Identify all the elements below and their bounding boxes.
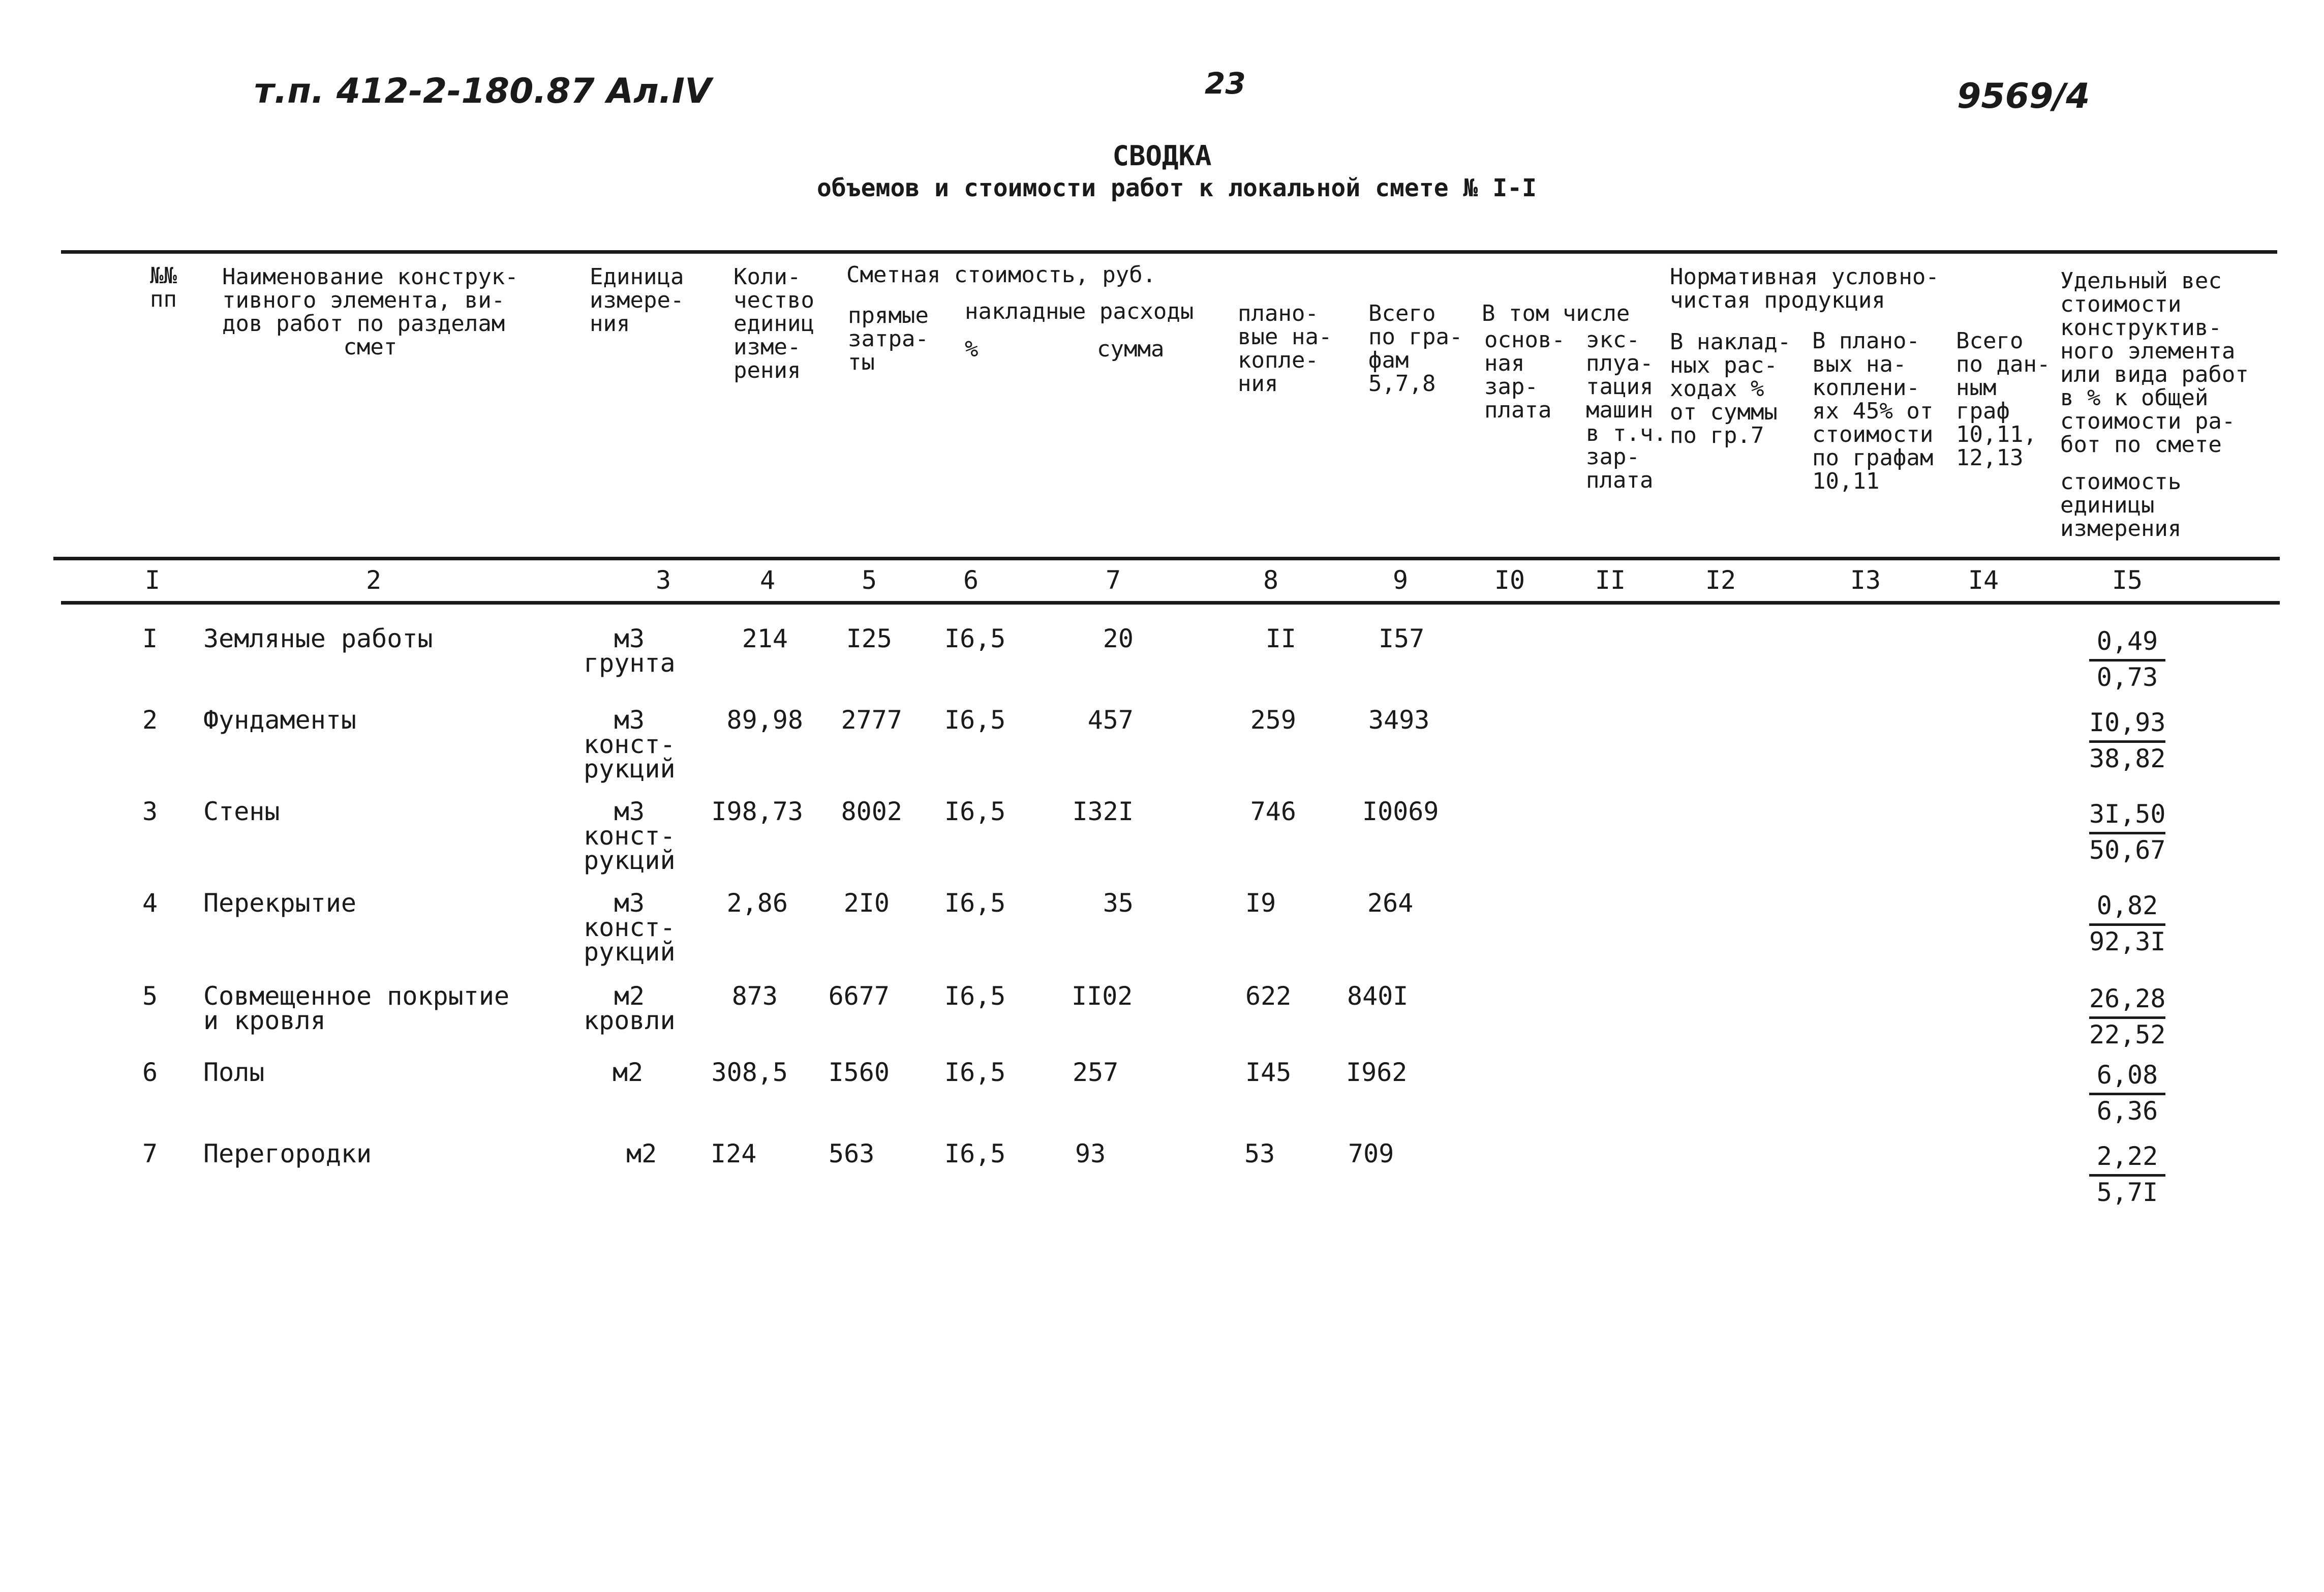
col-header-unit: Единица измере- ния <box>590 264 684 337</box>
row-name: Фундаменты <box>203 705 357 735</box>
col-header-overhead-norm: В наклад- ных рас- ходах % от суммы по гр.7 <box>1670 329 1791 448</box>
row-name: Перекрытие <box>203 888 357 918</box>
row-unit-cost: 38,82 <box>2089 744 2166 773</box>
col-number: I2 <box>1705 565 1736 595</box>
row-index: 2 <box>142 705 158 735</box>
row-overhead-sum: I32I <box>1072 797 1134 826</box>
row-planned-savings: 622 <box>1245 981 1292 1011</box>
row-name: Стены <box>203 797 280 826</box>
row-overhead-sum: 457 <box>1087 705 1134 735</box>
row-overhead-sum: 20 <box>1103 624 1134 653</box>
column-numbers-rule <box>61 601 2280 605</box>
row-overhead-pct: I6,5 <box>944 888 1006 918</box>
row-specific-weight: 3I,50 <box>2089 799 2165 834</box>
row-quantity: I98,73 <box>711 797 803 826</box>
row-quantity: 308,5 <box>711 1058 788 1087</box>
row-total: 3493 <box>1368 705 1430 735</box>
row-specific-weight: 6,08 <box>2089 1060 2165 1095</box>
row-direct-costs: 2777 <box>841 705 902 735</box>
document-code: т.п. 412-2-180.87 Ал.IV <box>254 71 712 111</box>
row-planned-savings: II <box>1265 624 1296 653</box>
row-index: 4 <box>142 888 158 918</box>
row-ratio <box>2089 1060 2165 1127</box>
col-group-normative-product: Нормативная условно- чистая продукция <box>1670 264 1939 313</box>
row-quantity: 873 <box>731 981 778 1011</box>
col-number: 5 <box>861 565 877 595</box>
row-name: Перегородки <box>203 1139 372 1168</box>
col-header-machine-operation: экс- плуа- тация машин в т.ч. зар- плата <box>1586 327 1667 493</box>
row-ratio <box>2089 626 2165 693</box>
row-unit: м3 грунта <box>584 624 676 678</box>
row-unit: м3 конст- рукций <box>584 797 676 875</box>
row-unit-cost: 0,73 <box>2096 663 2158 692</box>
col-number: 7 <box>1105 565 1121 595</box>
col-group-overhead: накладные расходы <box>965 298 1194 324</box>
row-index: 6 <box>142 1058 158 1087</box>
col-number: 9 <box>1392 565 1409 595</box>
row-total: I962 <box>1346 1058 1408 1087</box>
row-planned-savings: I45 <box>1245 1058 1292 1087</box>
col-group-including: В том числе <box>1482 301 1630 326</box>
row-total: 840I <box>1347 981 1409 1011</box>
row-unit: м2 <box>613 1058 644 1087</box>
row-quantity: 89,98 <box>726 705 803 735</box>
row-specific-weight: 26,28 <box>2089 984 2165 1019</box>
row-quantity: 214 <box>742 624 788 653</box>
row-overhead-sum: II02 <box>1072 981 1133 1011</box>
col-header-overhead-sum: сумма <box>1097 336 1165 362</box>
row-direct-costs: 6677 <box>828 981 890 1011</box>
row-overhead-sum: 93 <box>1075 1139 1106 1168</box>
row-ratio <box>2089 891 2165 957</box>
row-index: 5 <box>142 981 158 1011</box>
col-header-unit-cost: стоимость единицы измерения <box>2060 469 2182 542</box>
page-number: 23 <box>1205 66 1246 101</box>
col-header-overhead-pct: % <box>965 336 978 362</box>
col-header-index: №№ пп <box>150 263 177 312</box>
row-index: 7 <box>142 1139 158 1168</box>
col-header-planned-savings: плано- вые на- копле- ния <box>1238 301 1332 397</box>
row-ratio <box>2089 984 2165 1050</box>
row-total: 264 <box>1367 888 1414 918</box>
col-number: 8 <box>1263 565 1279 595</box>
row-planned-savings: I9 <box>1245 888 1276 918</box>
row-specific-weight: I0,93 <box>2089 708 2165 743</box>
col-number: I3 <box>1850 565 1881 595</box>
col-number: II <box>1595 565 1626 595</box>
col-number: I5 <box>2112 565 2143 595</box>
row-direct-costs: I25 <box>846 624 892 653</box>
row-total: I0069 <box>1362 797 1439 826</box>
col-number: 6 <box>963 565 979 595</box>
col-number: 2 <box>365 565 382 595</box>
row-index: 3 <box>142 797 158 826</box>
row-overhead-pct: I6,5 <box>944 1058 1006 1087</box>
row-direct-costs: 563 <box>829 1139 875 1168</box>
col-header-total-norm: Всего по дан- ным граф 10,11, 12,13 <box>1956 328 2051 471</box>
col-number: 4 <box>759 565 776 595</box>
row-quantity: 2,86 <box>726 888 788 918</box>
row-overhead-pct: I6,5 <box>944 981 1006 1011</box>
col-number: 3 <box>655 565 671 595</box>
col-number: I4 <box>1968 565 1999 595</box>
row-unit-cost: 50,67 <box>2089 835 2166 865</box>
col-header-base-salary: основ- ная зар- плата <box>1484 327 1565 423</box>
table-top-rule <box>61 250 2277 254</box>
col-number: I0 <box>1494 565 1525 595</box>
col-header-planned-norm: В плано- вых на- коплени- ях 45% от стоимости по графам 10,11 <box>1812 328 1934 494</box>
row-ratio <box>2089 799 2165 866</box>
row-name: Совмещенное покрытие и кровля <box>203 981 510 1035</box>
row-overhead-pct: I6,5 <box>944 705 1006 735</box>
row-quantity: I24 <box>711 1139 757 1168</box>
row-specific-weight: 0,49 <box>2089 626 2165 662</box>
document-title: СВОДКА <box>1112 140 1212 172</box>
header-bottom-rule <box>53 557 2280 560</box>
col-header-direct-costs: прямые затра- ты <box>848 303 929 375</box>
row-overhead-pct: I6,5 <box>944 1139 1006 1168</box>
row-direct-costs: I560 <box>828 1058 890 1087</box>
row-overhead-sum: 35 <box>1103 888 1134 918</box>
col-header-specific-weight: Удельный вес стоимости конструктив- ного элемента или вида работ в % к общей стоимости ра- бот по смете <box>2060 268 2249 458</box>
row-unit-cost: 92,3I <box>2089 927 2166 956</box>
row-name: Полы <box>203 1058 265 1087</box>
col-header-quantity: Коли- чество единиц изме- рения <box>733 264 814 383</box>
row-unit: м2 кровли <box>584 981 676 1035</box>
row-unit-cost: 22,52 <box>2089 1020 2166 1049</box>
col-number: I <box>144 565 161 595</box>
row-unit: м3 конст- рукций <box>584 705 676 784</box>
document-subtitle: объемов и стоимости работ к локальной смете № I-I <box>816 174 1537 202</box>
row-direct-costs: 8002 <box>841 797 902 826</box>
row-direct-costs: 2I0 <box>843 888 890 918</box>
row-overhead-sum: 257 <box>1073 1058 1119 1087</box>
row-planned-savings: 746 <box>1250 797 1296 826</box>
col-header-total: Всего по гра- фам 5,7,8 <box>1368 301 1463 397</box>
row-unit-cost: 6,36 <box>2096 1096 2158 1126</box>
row-total: 709 <box>1348 1139 1394 1168</box>
row-specific-weight: 0,82 <box>2089 891 2165 926</box>
row-name: Земляные работы <box>203 624 433 653</box>
row-overhead-pct: I6,5 <box>944 797 1006 826</box>
row-overhead-pct: I6,5 <box>944 624 1006 653</box>
col-group-estimated-cost: Сметная стоимость, руб. <box>846 262 1156 288</box>
row-ratio <box>2089 1142 2165 1208</box>
row-index: I <box>142 624 158 653</box>
archive-number: 9569/4 <box>1957 76 2090 116</box>
col-header-name: Наименование конструк- тивного элемента, ви- дов работ по разделам смет <box>222 264 518 360</box>
row-unit: м3 конст- рукций <box>584 888 676 967</box>
row-specific-weight: 2,22 <box>2089 1142 2165 1177</box>
row-planned-savings: 259 <box>1250 705 1296 735</box>
row-unit: м2 <box>626 1139 657 1168</box>
row-unit-cost: 5,7I <box>2096 1178 2158 1207</box>
row-planned-savings: 53 <box>1244 1139 1275 1168</box>
row-ratio <box>2089 708 2165 774</box>
row-total: I57 <box>1379 624 1425 653</box>
